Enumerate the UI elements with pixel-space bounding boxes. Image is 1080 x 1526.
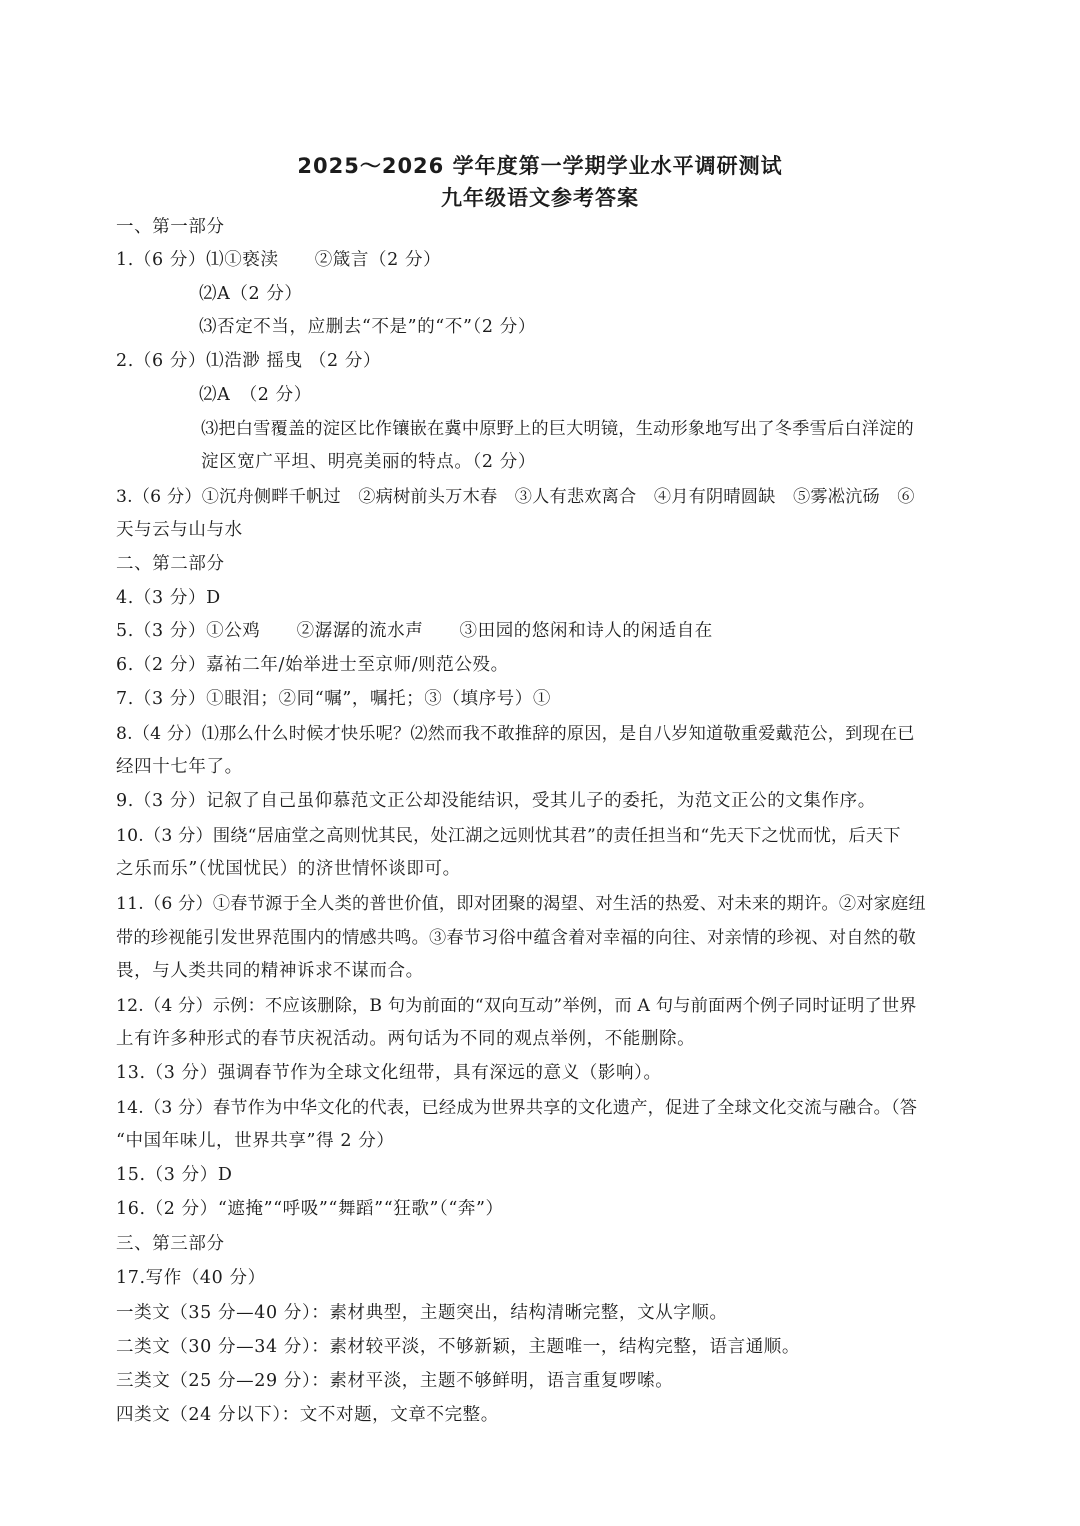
answer-line: ⑶否定不当，应删去“不是”的“不”（2 分） — [199, 317, 536, 337]
scoring-criteria-line: 四类文（24 分以下）：文不对题，文章不完整。 — [116, 1405, 499, 1425]
answer-line: ⑵A （2 分） — [199, 385, 312, 405]
answer-line: 8.（4 分）⑴那么什么时候才快乐呢？⑵然而我不敢推辞的原因，是自八岁知道敬重爱戴范公，到现在已 — [116, 724, 915, 744]
answer-line: 4.（3 分）D — [116, 588, 221, 608]
answer-line: 1.（6 分）⑴①亵渎 ②箴言（2 分） — [116, 250, 442, 270]
answer-line: 14.（3 分）春节作为中华文化的代表，已经成为世界共享的文化遗产，促进了全球文化交流与融合。（答 — [116, 1098, 918, 1118]
answer-line: 15.（3 分）D — [116, 1165, 233, 1185]
answer-line: ⑶把白雪覆盖的淀区比作镶嵌在冀中原野上的巨大明镜，生动形象地写出了冬季雪后白洋淀的 — [201, 419, 914, 439]
section-heading-part-1: 一、第一部分 — [116, 217, 225, 237]
answer-line: 经四十七年了。 — [116, 757, 243, 777]
section-heading-part-2: 二、第二部分 — [116, 554, 225, 574]
answer-line: 6.（2 分）嘉祐二年/始举进士至京师/则范公殁。 — [116, 655, 509, 675]
answer-line: 16.（2 分）“遮掩”“呼吸”“舞蹈”“狂歌”（“奔”） — [116, 1199, 504, 1219]
document-subtitle: 九年级语文参考答案 — [441, 186, 639, 210]
section-heading-part-3: 三、第三部分 — [116, 1234, 225, 1254]
answer-line: 7.（3 分）①眼泪；②同“嘱”，嘱托；③（填序号）① — [116, 689, 551, 709]
answer-line: 之乐而乐”（忧国忧民）的济世情怀谈即可。 — [116, 859, 461, 879]
scoring-criteria-line: 三类文（25 分—29 分）：素材平淡，主题不够鲜明，语言重复啰嗦。 — [116, 1371, 674, 1391]
answer-line: 10.（3 分）围绕“居庙堂之高则忧其民，处江湖之远则忧其君”的责任担当和“先天下之忧而忧，后天下 — [116, 826, 901, 846]
answer-line: 上有许多种形式的春节庆祝活动。两句话为不同的观点举例，不能删除。 — [116, 1029, 696, 1049]
answer-line: 13.（3 分）强调春节作为全球文化纽带，具有深远的意义（影响）。 — [116, 1063, 662, 1083]
answer-line: 天与云与山与水 — [116, 520, 243, 540]
answer-line: 11.（6 分）①春节源于全人类的普世价值，即对团聚的渴望、对生活的热爱、对未来的期许。②对家庭纽 — [116, 894, 926, 914]
answer-line: 5.（3 分）①公鸡 ②潺潺的流水声 ③田园的悠闲和诗人的闲适自在 — [116, 621, 713, 641]
scoring-criteria-line: 一类文（35 分—40 分）：素材典型，主题突出，结构清晰完整，文从字顺。 — [116, 1303, 728, 1323]
answer-line: 17.写作（40 分） — [116, 1268, 266, 1288]
answer-line: “中国年味儿，世界共享”得 2 分） — [116, 1131, 395, 1151]
answer-line: 12.（4 分）示例：不应该删除，B 句为前面的“双向互动”举例，而 A 句与前面两个例子同时证明了世界 — [116, 996, 917, 1016]
answer-line: 2.（6 分）⑴浩渺 摇曳 （2 分） — [116, 351, 382, 371]
answer-line: 带的珍视能引发世界范围内的情感共鸣。③春节习俗中蕴含着对幸福的向往、对亲情的珍视、对自然的敬 — [116, 928, 916, 948]
scoring-criteria-line: 二类文（30 分—34 分）：素材较平淡，不够新颖，主题唯一，结构完整，语言通顺。 — [116, 1337, 801, 1357]
answer-line: 淀区宽广平坦、明亮美丽的特点。（2 分） — [201, 452, 536, 472]
answer-line: ⑵A（2 分） — [199, 284, 303, 304]
answer-line: 3.（6 分）①沉舟侧畔千帆过 ②病树前头万木春 ③人有悲欢离合 ④月有阴晴圆缺 ⑤雾凇沆砀 ⑥ — [116, 487, 915, 507]
answer-line: 畏，与人类共同的精神诉求不谋而合。 — [116, 961, 424, 981]
answer-line: 9.（3 分）记叙了自己虽仰慕范文正公却没能结识，受其儿子的委托，为范文正公的文集作序。 — [116, 791, 876, 811]
document-title: 2025～2026 学年度第一学期学业水平调研测试 — [297, 154, 783, 178]
